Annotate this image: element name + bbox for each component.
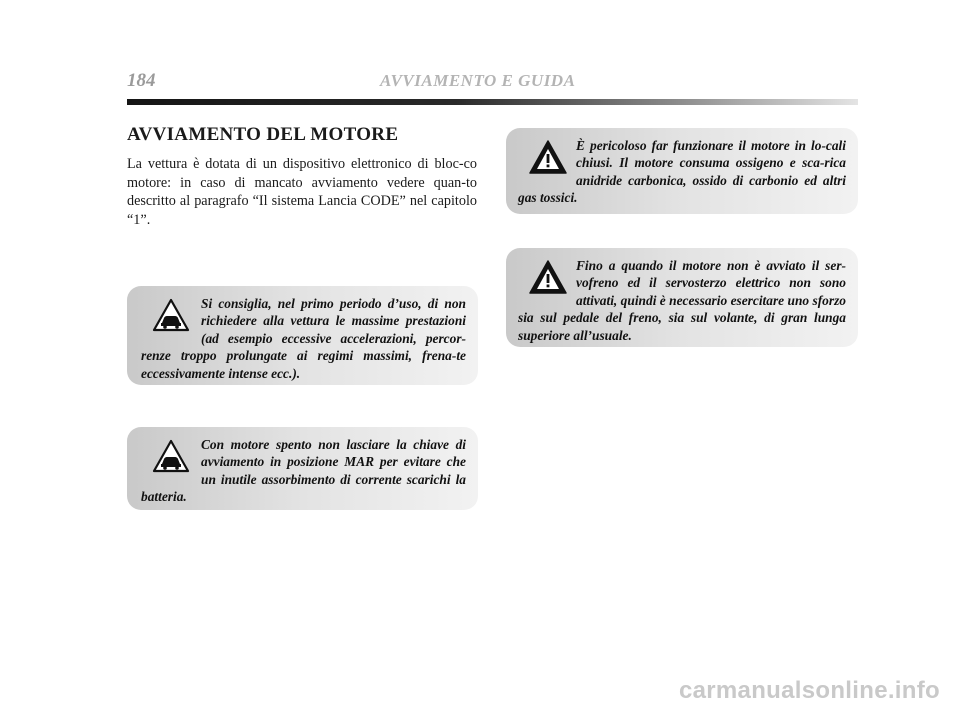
performance-note-text: Si consiglia, nel primo periodo d’uso, di non richiedere alla vettura le massime prestazioni (ad esempio eccessive accelerazioni, percor-renze troppo prolungate ai regimi massimi, frena-te eccessivamente intense ecc.). [141,296,466,381]
danger-warning-icon [528,139,566,175]
section-title: AVVIAMENTO E GUIDA [380,71,576,90]
servo-brake-danger-text: Fino a quando il motore non è avviato il ser-vofreno ed il servosterzo elettrico non sono attivati, quindi è necessario esercitare uno sforzo sia sul pedale del freno, sia sul volante, di gran lunga superiore all’usuale. [518,258,846,343]
danger-warning-icon [528,259,566,295]
car-warning-icon [151,438,191,474]
intro-paragraph: La vettura è dotata di un dispositivo elettronico di bloc-co motore: in caso di mancato avviamento vedere quan-to descritto al paragrafo “Il sistema Lancia CODE” nel capitolo “1”. [127,156,477,228]
servo-brake-danger-note [506,248,858,347]
page-number: 184 [127,70,156,91]
battery-note [127,427,478,510]
battery-note-text: Con motore spento non lasciare la chiave di avviamento in posizione MAR per evitare che un inutile assorbimento di corrente scarichi la batteria. [141,437,466,505]
performance-note [127,286,478,385]
closed-rooms-danger-text: È pericoloso far funzionare il motore in lo-cali chiusi. Il motore consuma ossigeno e sca-rica anidride carbonica, ossido di carbonio ed altri gas tossici. [518,138,846,206]
page-heading: AVVIAMENTO DEL MOTORE [127,124,399,145]
watermark: carmanualsonline.info [678,677,940,704]
header-rule [127,99,858,105]
closed-rooms-danger-note [506,128,858,214]
car-warning-icon [151,297,191,333]
